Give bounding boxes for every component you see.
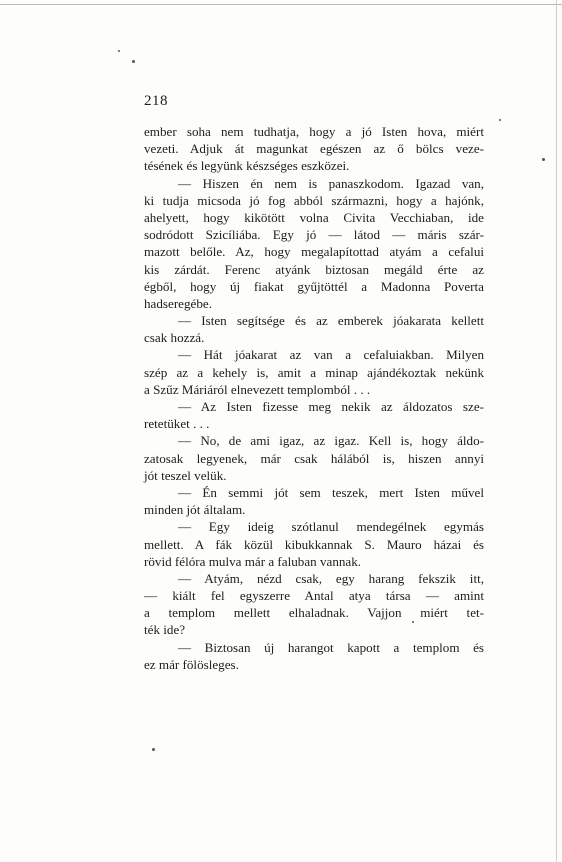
scan-speck [499, 119, 501, 121]
scan-speck [118, 50, 120, 52]
paragraph [144, 123, 484, 175]
paragraph [144, 432, 484, 484]
text-line: jót teszel velük. [144, 467, 227, 483]
text-line: ez már fölösleges. [144, 656, 239, 672]
paragraph [144, 346, 484, 398]
text-line: — Én semmi jót sem teszek, mert Isten művel [178, 484, 484, 500]
paragraph [144, 518, 484, 570]
text-line: zatosak legyenek, már csak hálából is, hiszen annyi [144, 450, 484, 466]
scan-speck [132, 60, 135, 63]
text-line: — Biztosan új harangot kapott a templom és [178, 639, 484, 655]
text-line: ember soha nem tudhatja, hogy a jó Isten hova, miért [144, 124, 484, 139]
text-line: a Szűz Máriáról elnevezett templomból . . . [144, 381, 371, 397]
body-text [144, 123, 484, 673]
paragraph [144, 639, 484, 673]
text-line: hadseregébe. [144, 295, 212, 311]
text-line: ki tudja micsoda jó fog abból származni, hogy a hajónk, [144, 192, 484, 208]
paragraph [144, 484, 484, 518]
text-line: — Atyám, nézd csak, egy harang fekszik itt, [178, 570, 484, 586]
scan-speck [542, 158, 545, 161]
text-line: kis zárdát. Ferenc atyánk biztosan megáld érte az [144, 261, 484, 277]
text-line: a templom mellett elhaladnak. Vajjon miért tet- [144, 605, 484, 621]
text-line: — kiált fel egyszerre Antal atya társa — amint [144, 588, 484, 604]
text-line: sodródott Szicíliába. Egy jó — látod — máris szár- [144, 227, 484, 243]
scan-edge-top [0, 4, 562, 5]
text-line: mazott belőle. Az, hogy megalapítottad atyám a cefalui [144, 244, 484, 260]
text-line: rövid félóra mulva már a faluban vannak. [144, 553, 362, 569]
text-line: retetüket . . . [144, 416, 210, 432]
paragraph [144, 312, 484, 346]
text-line: minden jót általam. [144, 502, 246, 518]
text-line: vezeti. Adjuk át magunkat egészen az ő bölcs veze- [144, 141, 484, 157]
scan-speck [152, 748, 155, 751]
paragraph [144, 398, 484, 432]
text-line: ahelyett, hogy kikötött volna Civita Vecchiaban, ide [144, 209, 484, 225]
paragraph [144, 175, 484, 313]
text-line: ték ide? [144, 622, 186, 638]
text-line: — Egy ideig szótlanul mendegélnek egymás [178, 519, 484, 535]
text-line: — Isten segítsége és az emberek jóakarata kellett [178, 313, 484, 329]
text-line: csak hozzá. [144, 330, 205, 346]
text-line: szép az a kehely is, amit a minap ajándékoztak nekünk [144, 364, 484, 380]
paragraph [144, 570, 484, 639]
text-line: — Hiszen én nem is panaszkodom. Igazad van, [178, 175, 484, 191]
scan-speck [412, 621, 414, 623]
text-line: — Az Isten fizesse meg nekik az áldozatos sze- [178, 399, 484, 414]
text-line: égből, hogy új fiakat gyűjtöttél a Madonna Poverta [144, 278, 484, 294]
text-line: mellett. A fák közül kibukkannak S. Mauro házai és [144, 536, 484, 552]
text-line: — No, de ami igaz, az igaz. Kell is, hogy áldo- [178, 433, 484, 449]
text-line: tésének és legyünk készséges eszközei. [144, 158, 350, 174]
page-number: 218 [144, 93, 168, 109]
text-line: — Hát jóakarat az van a cefaluiakban. Milyen [178, 347, 484, 363]
scan-edge-right [556, 0, 557, 862]
